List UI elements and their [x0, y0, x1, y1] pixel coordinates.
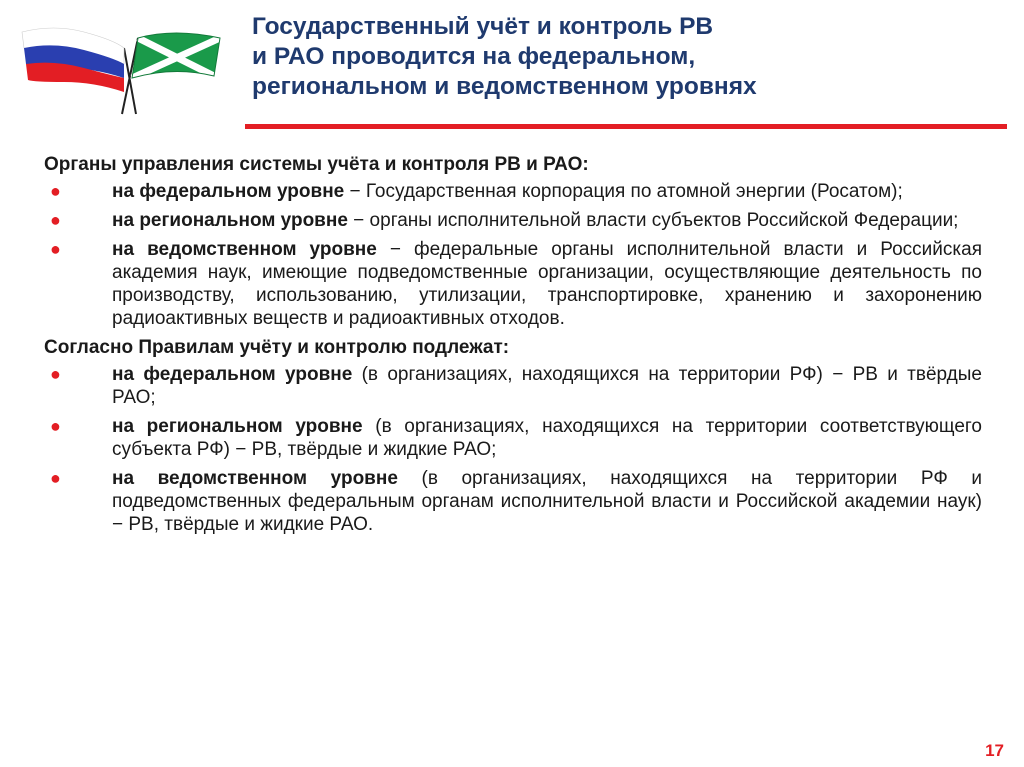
list-item [44, 363, 982, 409]
list-item [44, 467, 982, 536]
title-line-2: и РАО проводится на федеральном, [252, 43, 696, 70]
bullet-icon: ● [50, 468, 61, 488]
item-description: − Государственная корпорация по атомной энергии (Росатом); [344, 181, 903, 202]
bullet-icon: ● [50, 364, 61, 384]
item-level-label: на региональном уровне [112, 210, 348, 231]
item-description: (в организациях, находящихся на территории соответствующего субъекта РФ) − РВ, твёрдые и жидкие РАО; [112, 416, 982, 460]
list-item [44, 415, 982, 461]
item-description: (в организациях, находящихся на территории РФ) − РВ и твёрдые РАО; [112, 364, 982, 408]
item-level-label: на ведомственном уровне [112, 468, 398, 489]
russian-flag-icon [22, 28, 136, 114]
list-item [44, 209, 982, 232]
bullet-icon: ● [50, 239, 61, 259]
bullet-icon: ● [50, 181, 61, 201]
item-level-label: на федеральном уровне [112, 181, 345, 202]
item-level-label: на федеральном уровне [112, 364, 353, 385]
slide-body [44, 153, 982, 542]
title-line-1: Государственный учёт и контроль РВ [252, 13, 714, 40]
item-description: − органы исполнительной власти субъектов Российской Федерации; [347, 210, 959, 231]
page-title [252, 12, 1012, 102]
title-line-3: региональном и ведомственном уровнях [252, 73, 757, 100]
item-level-label: на региональном уровне [112, 416, 363, 437]
bullet-icon: ● [50, 210, 61, 230]
section-heading-subject-to-accounting: Согласно Правилам учёту и контролю подлежат: [44, 337, 510, 358]
section-heading-governing-bodies: Органы управления системы учёта и контроля РВ и РАО: [44, 154, 589, 175]
list-item [44, 180, 982, 203]
list-item [44, 238, 982, 330]
item-description: (в организациях, находящихся на территории РФ и подведомственных федеральным органам исполнительной власти и Российской академии наук) − РВ, твёрдые и жидкие РАО. [112, 468, 982, 535]
item-description: − федеральные органы исполнительной власти и Российская академия наук, имеющие подведомственные организации, осуществляющие деятельность по производству, использованию, утилизации, транспортировке, хранению и захоронению радиоактивных веществ и радиоактивных отходов. [112, 239, 982, 329]
title-divider [245, 124, 1007, 129]
page-number: 17 [985, 741, 1004, 760]
green-cross-flag-icon [122, 33, 220, 114]
flags-emblem [14, 18, 224, 118]
bullet-icon: ● [50, 416, 61, 436]
item-level-label: на ведомственном уровне [112, 239, 377, 260]
